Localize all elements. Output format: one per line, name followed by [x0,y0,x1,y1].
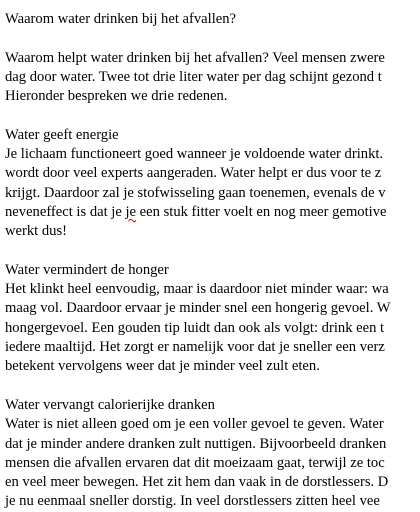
intro-line: Hieronder bespreken we drie redenen. [5,88,228,105]
paragraph-line: wordt door veel experts aangeraden. Water helpt er dus voor te z [5,165,382,182]
paragraph-line: en veel meer bewegen. Het zit hem dan vaak in de dorstlessers. D [5,474,389,491]
blank-line [5,242,420,261]
intro-line: dag door water. Twee tot drie liter water per dag schijnt gezond t [5,68,382,85]
paragraph-line-with-spelling-mark: neveneffect is dat je je een stuk fitter voelt en nog meer gemotive [5,203,387,220]
paragraph-line: werkt dus! [5,223,68,240]
paragraph-line: Het klinkt heel eenvoudig, maar is daardoor niet minder waar: wa [5,281,389,298]
paragraph-line: hongergevoel. Een gouden tip luidt dan ook als volgt: drink een t [5,319,385,336]
document-body[interactable] [5,10,420,512]
document-title: Waarom water drinken bij het afvallen? [5,11,237,27]
section-heading: Water vervangt calorierijke dranken [5,396,215,413]
paragraph-line: Water is niet alleen goed om je een voller gevoel te geven. Water [5,416,384,433]
paragraph-line: betekent vervolgens weer dat je minder veel zult eten. [5,358,320,375]
paragraph-line: iedere maaltijd. Het zorgt er namelijk voor dat je sneller een verz [5,339,385,356]
paragraph-line: Je lichaam functioneert goed wanneer je voldoende water drinkt. [5,146,384,163]
paragraph-line: krijgt. Daardoor zal je stofwisseling gaan toenemen, evenals de v [5,184,386,201]
paragraph-line: je nu eenmaal sneller dorstig. In veel dorstlessers zitten heel vee [5,493,380,510]
paragraph-line: dat je minder andere dranken zult nuttigen. Bijvoorbeeld dranken [5,435,387,452]
paragraph-line: maag vol. Daardoor ervaar je minder snel een hongerig gevoel. W [5,300,391,317]
paragraph-line: mensen die afvallen ervaren dat dit moeizaam gaat, terwijl ze toc [5,454,385,471]
section-heading: Water geeft energie [5,126,119,143]
section-heading: Water vermindert de honger [5,261,169,278]
blank-line [5,106,420,125]
blank-line [5,29,420,48]
intro-line: Waarom helpt water drinken bij het afvallen? Veel mensen zwere [5,49,385,66]
blank-line [5,377,420,396]
spelling-error-mark[interactable]: je [125,203,137,220]
